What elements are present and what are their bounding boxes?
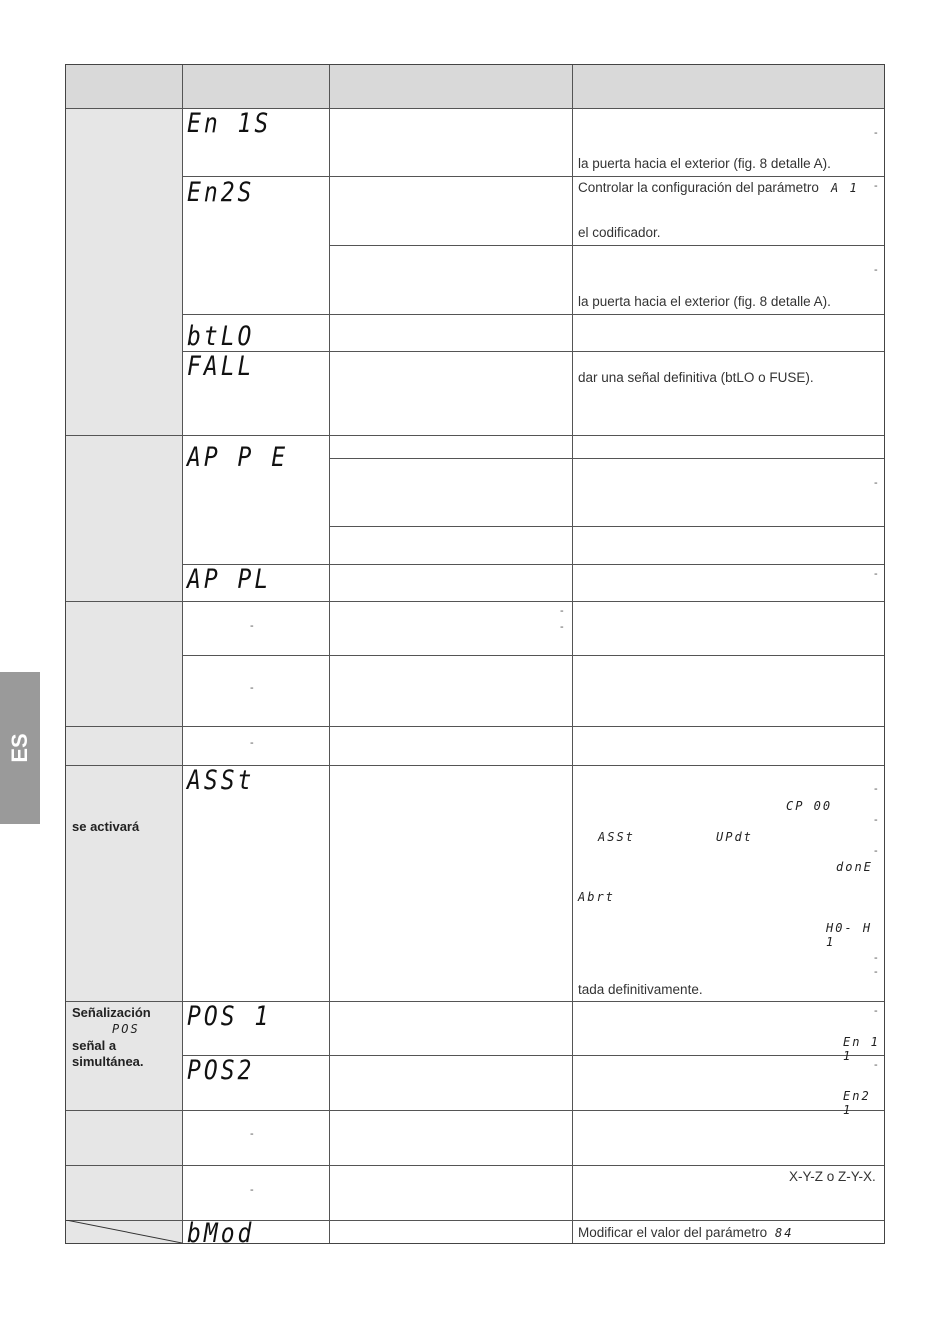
inline-code-pos: POS <box>112 1022 140 1036</box>
pos-left-text: simultánea. <box>72 1054 144 1069</box>
inline-code-abrt: Abrt <box>578 890 615 904</box>
inline-code-asst: ASSt <box>598 830 635 844</box>
pos-left-text: Señalización <box>72 1005 151 1020</box>
dash: - <box>250 1184 254 1196</box>
dash: - <box>874 952 878 964</box>
description-text: Controlar la configuración del parámetro <box>578 180 819 195</box>
asst-left-text: se activará <box>72 819 140 834</box>
inline-code-en21: En2 1 <box>843 1089 871 1117</box>
inline-code-a1: A 1 <box>831 181 859 195</box>
code-en2s: En2S <box>187 178 255 208</box>
inline-code-cp00: CP 00 <box>786 799 833 813</box>
dash: - <box>874 814 878 826</box>
side-tab-label: ES <box>7 733 32 763</box>
dash: - <box>250 682 254 694</box>
dash: - <box>560 605 564 617</box>
pos-left-text: señal a <box>72 1038 117 1053</box>
dash: - <box>874 568 878 580</box>
description-text: el codificador. <box>578 225 661 240</box>
description-text: X-Y-Z o Z-Y-X. <box>789 1169 876 1184</box>
dash: - <box>874 477 878 489</box>
parameter-table <box>65 64 885 1249</box>
code-appe: AP P E <box>187 443 289 473</box>
code-pos1: POS 1 <box>187 1002 272 1032</box>
dash: - <box>874 127 878 139</box>
code-bmod: bMod <box>187 1219 255 1249</box>
dash: - <box>250 1128 254 1140</box>
dash: - <box>874 783 878 795</box>
code-en1s: En 1S <box>187 109 272 139</box>
description-text: tada definitivamente. <box>578 982 703 997</box>
dash: - <box>874 180 878 192</box>
code-appl: AP PL <box>187 565 272 595</box>
inline-code-updt: UPdt <box>716 830 753 844</box>
dash: - <box>874 1059 878 1071</box>
code-pos2: POS2 <box>187 1056 255 1086</box>
dash: - <box>874 845 878 857</box>
dash: - <box>874 264 878 276</box>
description-text: la puerta hacia el exterior (fig. 8 detalle A). <box>578 294 831 309</box>
inline-code-b4: 84 <box>775 1226 794 1240</box>
description-text: dar una señal definitiva (btLO o FUSE). <box>578 370 814 385</box>
description-text: la puerta hacia el exterior (fig. 8 detalle A). <box>578 156 831 171</box>
dash: - <box>874 1005 878 1017</box>
code-asst: ASSt <box>187 766 255 796</box>
description-text: Modificar el valor del parámetro <box>578 1225 768 1240</box>
dash: - <box>560 621 564 633</box>
dash: - <box>250 737 254 749</box>
first-column <box>66 108 182 1243</box>
empty-cell-diagonal <box>66 1220 182 1243</box>
code-fall: FALL <box>187 352 255 382</box>
side-tab <box>0 672 40 824</box>
dash: - <box>250 620 254 632</box>
code-btlo: btLO <box>187 322 255 352</box>
inline-code-en11: En 1 1 <box>843 1035 880 1063</box>
inline-code-h0h1: H0- H 1 <box>826 921 873 949</box>
dash: - <box>874 966 878 978</box>
inline-code-done: donE <box>836 860 873 874</box>
table-header <box>66 65 884 108</box>
